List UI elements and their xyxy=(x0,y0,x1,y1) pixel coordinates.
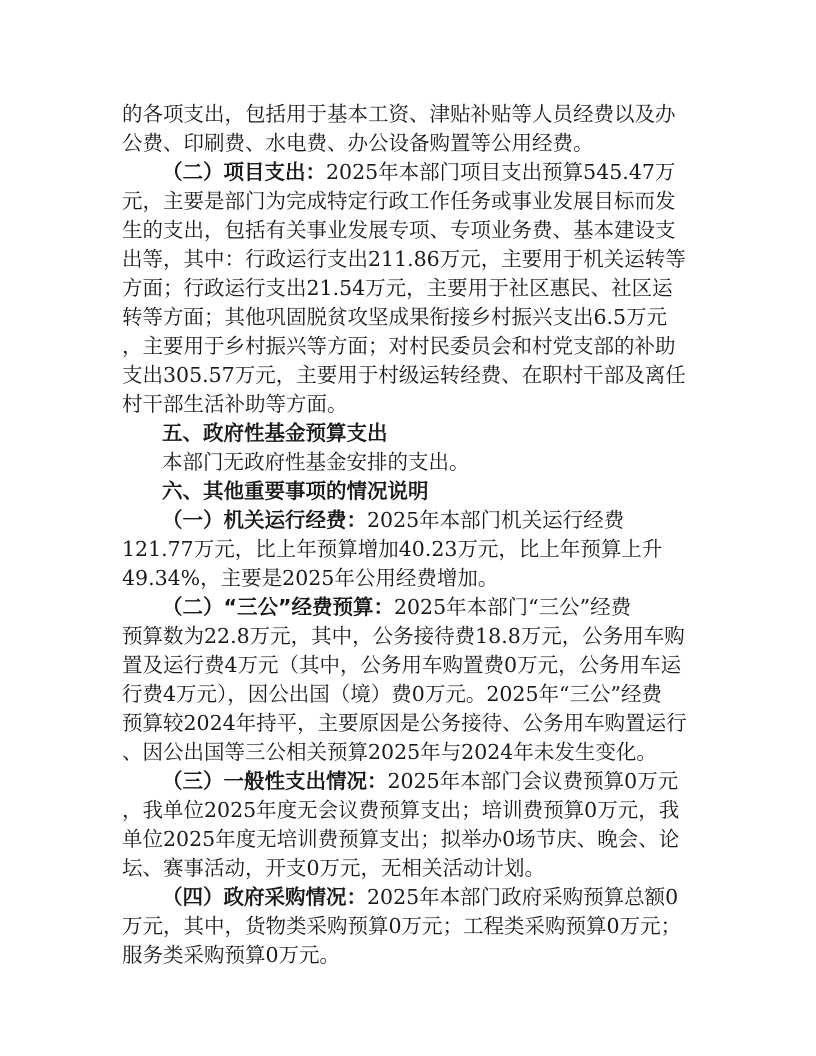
body-line xyxy=(122,622,685,651)
body-line xyxy=(122,941,340,970)
line-text: 的各项支出，包括用于基本工资、津贴补贴等人员经费以及办 xyxy=(122,102,676,126)
line-text: 万元，其中，货物类采购预算0万元；工程类采购预算0万元； xyxy=(122,914,682,938)
line-text: 2025年本部门“三公”经费 xyxy=(393,595,632,619)
body-line xyxy=(122,361,686,390)
line-text: 预算较2024年持平，主要原因是公务接待、公务用车购置运行 xyxy=(122,711,687,735)
body-line xyxy=(122,274,673,303)
line-text: 121.77万元，比上年预算增加40.23万元，比上年预算上升 xyxy=(122,537,663,561)
line-text: 元，主要是部门为完成特定行政工作任务或事业发展目标而发 xyxy=(122,189,676,213)
body-line xyxy=(122,564,498,593)
section-other-matters xyxy=(162,477,429,506)
body-line xyxy=(122,738,657,767)
section-heading: （二）“三公”经费预算： xyxy=(162,595,394,619)
section-heading: （一）机关运行经费： xyxy=(162,508,367,532)
section-heading: （二）项目支出： xyxy=(162,160,326,184)
body-line xyxy=(122,216,676,245)
line-text: 行费4万元），因公出国（境）费0万元。2025年“三公”经费 xyxy=(122,682,662,706)
line-text: 单位2025年度无培训费预算支出；拟举办0场节庆、晚会、论 xyxy=(122,827,680,851)
section-three-public xyxy=(162,593,631,622)
body-line xyxy=(122,709,687,738)
line-text: 村干部生活补助等方面。 xyxy=(122,392,348,416)
line-text: 2025年本部门项目支出预算545.47万 xyxy=(326,160,676,184)
body-line xyxy=(122,129,594,158)
line-text: 、因公出国等三公相关预算2025年与2024年未发生变化。 xyxy=(122,740,657,764)
body-line xyxy=(122,535,662,564)
section-operating-costs xyxy=(162,506,624,535)
section-project-expenditure xyxy=(162,158,675,187)
line-text: 置及运行费4万元（其中，公务用车购置费0万元，公务用车运 xyxy=(122,653,682,677)
line-text: ，我单位2025年度无会议费预算支出；培训费预算0万元，我 xyxy=(122,798,680,822)
line-text: ，主要用于乡村振兴等方面；对村民委员会和村党支部的补助 xyxy=(122,334,676,358)
body-line xyxy=(122,912,681,941)
line-text: 本部门无政府性基金安排的支出。 xyxy=(162,450,470,474)
line-text: 坛、赛事活动，开支0万元，无相关活动计划。 xyxy=(122,856,546,880)
body-line xyxy=(122,245,686,274)
section-heading: 五、政府性基金预算支出 xyxy=(162,421,388,445)
line-text: 预算数为22.8万元，其中，公务接待费18.8万元，公务用车购 xyxy=(122,624,685,648)
line-text: 服务类采购预算0万元。 xyxy=(122,943,341,967)
line-text: 公费、印刷费、水电费、办公设备购置等公用经费。 xyxy=(122,131,594,155)
line-text: 支出305.57万元，主要用于村级运转经费、在职村干部及离任 xyxy=(122,363,686,387)
section-procurement xyxy=(162,883,678,912)
body-line xyxy=(122,854,545,883)
body-line xyxy=(122,651,681,680)
line-text: 2025年本部门政府采购预算总额0 xyxy=(367,885,679,909)
line-text: 出等，其中：行政运行支出211.86万元，主要用于机关运转等 xyxy=(122,247,686,271)
body-line xyxy=(122,303,667,332)
line-text: 2025年本部门机关运行经费 xyxy=(367,508,625,532)
body-line xyxy=(122,100,676,129)
body-line xyxy=(122,680,662,709)
line-text: 2025年本部门会议费预算0万元 xyxy=(387,769,679,793)
line-text: 转等方面；其他巩固脱贫攻坚成果衔接乡村振兴支出6.5万元 xyxy=(122,305,668,329)
section-heading: （四）政府采购情况： xyxy=(162,885,367,909)
body-line xyxy=(122,390,348,419)
line-text: 生的支出，包括有关事业发展专项、专项业务费、基本建设支 xyxy=(122,218,676,242)
body-line xyxy=(122,332,676,361)
body-line xyxy=(122,796,679,825)
section-heading: 六、其他重要事项的情况说明 xyxy=(162,479,429,503)
section-general-expenditure xyxy=(162,767,678,796)
body-line xyxy=(122,825,679,854)
section-fund-budget xyxy=(162,419,388,448)
section-heading: （三）一般性支出情况： xyxy=(162,769,388,793)
line-text: 49.34%，主要是2025年公用经费增加。 xyxy=(122,566,499,590)
body-line xyxy=(162,448,470,477)
body-line xyxy=(122,187,676,216)
line-text: 方面；行政运行支出21.54万元，主要用于社区惠民、社区运 xyxy=(122,276,673,300)
